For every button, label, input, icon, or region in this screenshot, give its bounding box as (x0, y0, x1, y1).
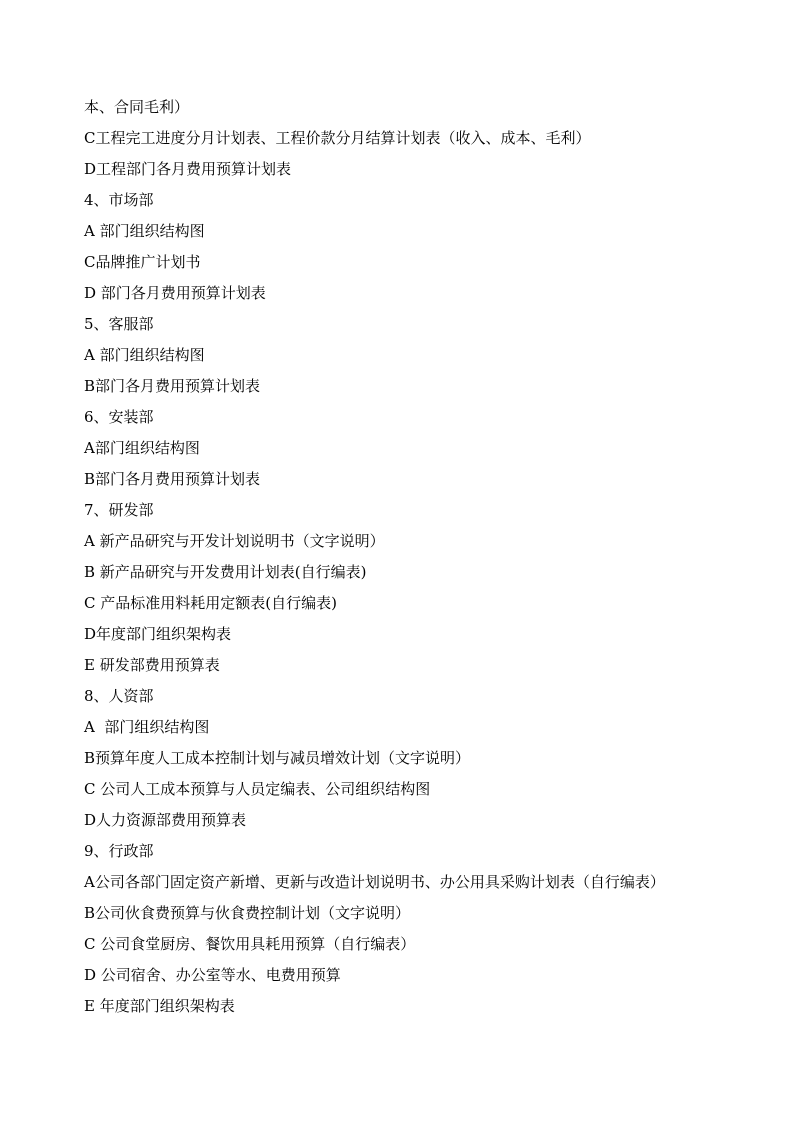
text-line: A 部门组织结构图 (84, 718, 210, 736)
text-line: D 公司宿舍、办公室等水、电费用预算 (84, 966, 341, 984)
text-line: B部门各月费用预算计划表 (84, 470, 261, 488)
text-line: B预算年度人工成本控制计划与减员增效计划（文字说明） (84, 749, 471, 767)
text-line: B 新产品研究与开发费用计划表(自行编表) (84, 563, 367, 581)
text-line: D工程部门各月费用预算计划表 (84, 160, 292, 178)
text-line: C工程完工进度分月计划表、工程价款分月结算计划表（收入、成本、毛利） (84, 129, 591, 147)
section-heading: 5、客服部 (84, 315, 154, 333)
text-line: A部门组织结构图 (84, 439, 200, 457)
text-line: C 产品标准用料耗用定额表(自行编表) (84, 594, 337, 612)
text-line: E 年度部门组织架构表 (84, 997, 235, 1015)
text-line: A 部门组织结构图 (84, 346, 205, 364)
section-heading: 8、人资部 (84, 687, 154, 705)
text-line: D 部门各月费用预算计划表 (84, 284, 266, 302)
section-heading: 7、研发部 (84, 501, 154, 519)
text-line: D人力资源部费用预算表 (84, 811, 247, 829)
text-line: E 研发部费用预算表 (84, 656, 220, 674)
text-line: C品牌推广计划书 (84, 253, 201, 271)
text-line: A 部门组织结构图 (84, 222, 205, 240)
text-line: C 公司食堂厨房、餐饮用具耗用预算（自行编表） (84, 935, 416, 953)
text-line: A 新产品研究与开发计划说明书（文字说明） (84, 532, 385, 550)
text-line: 本、合同毛利） (84, 98, 190, 116)
section-heading: 6、安装部 (84, 408, 154, 426)
text-line: C 公司人工成本预算与人员定编表、公司组织结构图 (84, 780, 431, 798)
section-heading: 4、市场部 (84, 191, 154, 209)
section-heading: 9、行政部 (84, 842, 154, 860)
text-line: B公司伙食费预算与伙食费控制计划（文字说明） (84, 904, 411, 922)
text-line: A公司各部门固定资产新增、更新与改造计划说明书、办公用具采购计划表（自行编表） (84, 873, 665, 891)
document-body (84, 92, 764, 1022)
text-line: B部门各月费用预算计划表 (84, 377, 261, 395)
text-line: D年度部门组织架构表 (84, 625, 232, 643)
